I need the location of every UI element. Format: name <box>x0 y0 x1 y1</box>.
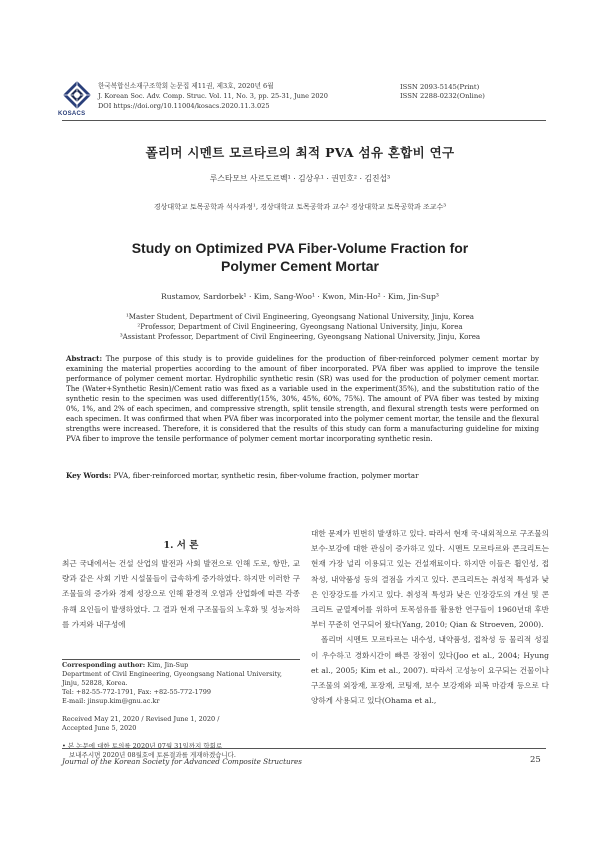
intro-right-column <box>311 526 549 708</box>
discussion-note-2: 보내주시면 2020년 08월호에 토론결과를 게재하겠습니다. <box>69 751 237 759</box>
intro-right-para2: 폴리머 시멘트 모르타르는 내수성, 내약품성, 접착성 등 물리적 성질이 우수하고 경화시간이 빠른 장점이 있다(Joo et al., 2004; Hyung et al., 2005; Kim et al., 2007). 따라서 고성능이 요구되는 건물이나 구조물의 외장재, 포장재, 코팅재, 보수 보강재와 피복 마감재 등으로 다양하게 사용되고 있다(Ohama et al., <box>311 635 549 706</box>
intro-right-para1: 대한 문제가 빈번히 발생하고 있다. 따라서 현재 국·내외적으로 구조물의 보수·보강에 대한 관심이 증가하고 있다. 시멘트 모르타르와 콘크리트는 현재 가장 널리 이용되고 있는 건설재료이다. 하지만 이들은 휨인성, 접착성, 내약품성 등의 결점을 가지고 있다. 콘크리트는 취성적 특성과 낮은 인장강도를 가지고 있다. 취성적 특성과 낮은 인장강도의 개선 및 콘크리트 균열제어를 위하여 토목섬유를 활용한 연구들이 1960년대 후반부터 꾸준히 연구되어 왔다(Yang, 2010; Qian & Stroeven, 2000). <box>311 529 549 630</box>
intro-left-column <box>62 556 300 632</box>
footer-journal: Journal of the Korean Society for Advanced Composite Structures <box>62 757 302 766</box>
corr-city: Jinju, 52828, Korea. <box>62 679 128 687</box>
korean-authors: 루스타모브 사르도르벡¹ · 김상우¹ · 권민호² · 김진섭³ <box>209 174 391 183</box>
keywords-text: PVA, fiber-reinforced mortar, synthetic resin, fiber-volume fraction, polymer mortar <box>113 471 419 480</box>
corr-tel: Tel: +82-55-772-1791, Fax: +82-55-772-1799 <box>62 688 212 696</box>
corr-dept: Department of Civil Engineering, Gyeongsang National University, <box>62 670 282 678</box>
keywords <box>66 471 539 480</box>
accepted-date: Accepted June 5, 2020 <box>62 724 137 732</box>
issn-online: ISSN 2288-0232(Online) <box>400 92 485 100</box>
affiliation-2: ²Professor, Department of Civil Engineering, Gyeongsang National University, Jinju, Korea <box>137 322 463 331</box>
english-title-line2: Polymer Cement Mortar <box>221 258 379 274</box>
header-rule <box>62 120 546 121</box>
english-title-line1: Study on Optimized PVA Fiber-Volume Fraction for <box>131 240 469 256</box>
corr-email[interactable]: E-mail: jinsup.kim@gnu.ac.kr <box>62 697 160 705</box>
footnote-rule <box>62 659 300 660</box>
intro-left-text: 최근 국내에서는 건설 산업의 발전과 사회 발전으로 인해 도로, 항만, 교량과 같은 사회 기반 시설물들이 급속하게 증가하였다. 하지만 이러한 구조물들의 증가와 경제 성장으로 인해 환경적 오염과 산업화에 따른 각종 유해 요인들이 발생하였다. 그 결과 현재 구조물들의 노후화 및 성능저하를 가져와 내구성에 <box>62 559 300 629</box>
journal-header-english: J. Korean Soc. Adv. Comp. Struc. Vol. 11, No. 3, pp. 25-31, June 2020 <box>98 92 328 100</box>
doi-link[interactable]: DOI https://doi.org/10.11004/kosacs.2020.11.3.025 <box>98 102 270 110</box>
corresponding-author-block <box>62 661 300 760</box>
abstract-label: Abstract: <box>66 354 103 363</box>
kosacs-logo-icon <box>62 80 92 110</box>
journal-header-korean: 한국복합신소재구조학회 논문집 제11권, 제3호, 2020년 6월 <box>98 82 274 90</box>
page-number: 25 <box>530 755 541 765</box>
section-heading: 1. 서 론 <box>163 540 199 551</box>
discussion-note-1: • 본 논문에 대한 토의를 2020년 07월 31일까지 학회로 <box>62 742 223 750</box>
issn-print: ISSN 2093-5145(Print) <box>400 83 480 91</box>
korean-affiliations: 경상대학교 토목공학과 석사과정¹, 경상대학교 토목공학과 교수² 경상대학교 토목공학과 조교수³ <box>153 203 447 211</box>
affiliation-3: ³Assistant Professor, Department of Civil Engineering, Gyeongsang National University, Jinju, Korea <box>119 332 481 341</box>
received-dates: Received May 21, 2020 / Revised June 1, 2020 / <box>62 715 220 723</box>
keywords-label: Key Words: <box>66 471 112 480</box>
corr-name: Kim, Jin-Sup <box>147 661 189 669</box>
corr-label: Corresponding author: <box>62 661 146 669</box>
affiliation-1: ¹Master Student, Department of Civil Engineering, Gyeongsang National University, Jinju, Korea <box>125 312 475 321</box>
english-authors: Rustamov, Sardorbek¹ · Kim, Sang-Woo¹ · Kwon, Min-Ho² · Kim, Jin-Sup³ <box>161 292 439 301</box>
korean-title: 폴리머 시멘트 모르타르의 최적 PVA 섬유 혼합비 연구 <box>145 145 455 160</box>
logo-text: KOSACS <box>58 111 86 117</box>
abstract-text: The purpose of this study is to provide guidelines for the production of fiber-reinforced polymer cement mortar by examining the material properties according to the amount of fiber incorporated. PVA fiber was applied to improve the tensile performance of polymer cement mortar. Hydrophilic synthetic resin (SR) was used for the production of polymer cement mortar. The (Water+Synthetic Resin)/Cement ratio was fixed as a variable used in the experiment(35%), and the substitution ratio of the synthetic resin to the specimen was used differently(15%, 30%, 45%, 60%, 75%). The amount of PVA fiber was tested by mixing 0%, 1%, and 2% of each specimen, and compressive strength, split tensile strength, and flexural strength tests were performed on each specimen. It was confirmed that when PVA fiber was incorporated into the polymer cement mortar, the tensile and the flexural strengths were increased. Therefore, it is considered that the results of this study can form a manufacturing guideline for mixing PVA fiber to improve the tensile performance of polymer cement mortar incorporating synthetic resin. <box>66 354 539 443</box>
abstract <box>66 354 539 444</box>
footer-rule <box>62 748 546 749</box>
